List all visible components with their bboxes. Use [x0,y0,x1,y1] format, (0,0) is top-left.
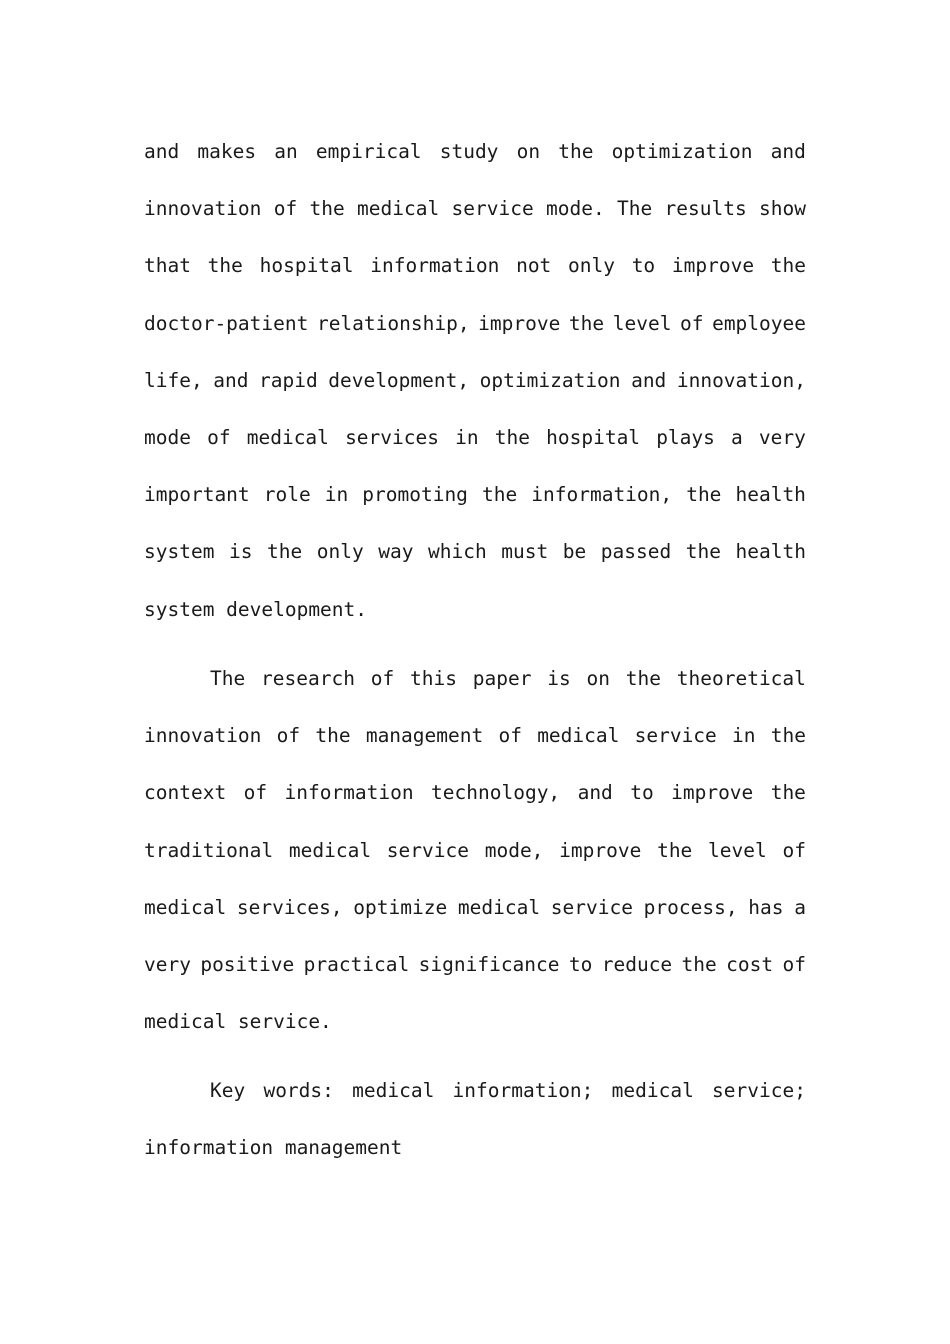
text-line: important role in promoting the information, the health [144,483,806,507]
text-line: medical services, optimize medical service process, has a [144,895,806,919]
text-line: medical service. [144,1010,332,1034]
text-line: that the hospital information not only to improve the [144,254,806,278]
paragraph-abstract-continuation [144,123,806,638]
text-line: doctor-patient relationship, improve the level of employee [144,311,806,335]
text-line: Key words: medical information; medical service; [210,1079,806,1102]
text-line: traditional medical service mode, improve the level of [144,838,806,862]
text-line: system is the only way which must be passed the health [144,540,806,564]
text-line: life, and rapid development, optimization and innovation, [144,368,806,392]
text-line: innovation of the management of medical service in the [144,724,806,748]
text-line: information management [144,1136,403,1160]
text-line: The research of this paper is on the theoretical [210,667,806,690]
text-line: and makes an empirical study on the optimization and [144,140,806,163]
text-line: system development. [144,597,368,621]
text-line: very positive practical significance to reduce the cost of [144,952,806,976]
paragraph-key-words [144,1062,806,1176]
text-line: innovation of the medical service mode. The results show [144,197,806,221]
text-line: mode of medical services in the hospital plays a very [144,425,806,449]
text-line: context of information technology, and to improve the [144,781,806,805]
paragraph-research-significance [144,650,806,1050]
